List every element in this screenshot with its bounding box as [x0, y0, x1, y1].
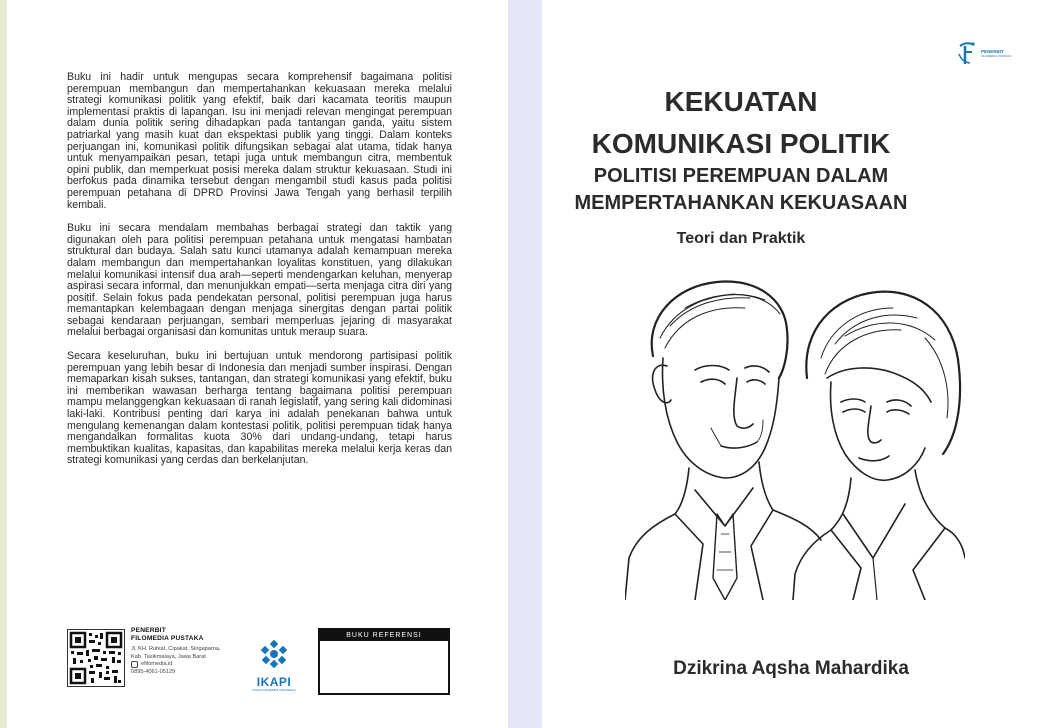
- subtitle-line2: MEMPERTAHANKAN KEKUASAAN: [574, 192, 908, 214]
- ikapi-subtitle: IKATAN PENERBIT INDONESIA: [252, 688, 296, 692]
- publisher-info: [131, 627, 256, 676]
- back-cover-blurb: [67, 72, 452, 479]
- reference-box-label: BUKU REFERENSI: [320, 630, 448, 641]
- ikapi-emblem-icon: [259, 640, 289, 668]
- reference-box: [318, 628, 450, 695]
- publisher-name: FILOMEDIA PUSTAKA: [131, 635, 204, 642]
- logo-line2: FILOMEDIA PUSTAKA: [981, 53, 1012, 58]
- title-line1: KEKUATAN: [664, 86, 818, 117]
- publisher-instagram: [131, 661, 256, 669]
- publisher-instagram-handle: efilomedia.id: [141, 661, 173, 668]
- publisher-address-line1: Jl. KH. Ruhiat, Cipakat, Singaparna,: [131, 646, 221, 652]
- publisher-logo: [956, 40, 1012, 66]
- left-edge-strip: [0, 0, 7, 728]
- man-portrait: [625, 281, 821, 600]
- subtitle-line1: POLITISI PEREMPUAN DALAM: [593, 165, 889, 187]
- book-spine: [508, 0, 542, 728]
- cover-tagline: Teori dan Praktik: [676, 230, 806, 247]
- ikapi-logo: [248, 640, 300, 692]
- title-line2: KOMUNIKASI POLITIK: [591, 128, 891, 159]
- logo-line1: PENERBIT: [981, 48, 1004, 54]
- portrait-illustration: [625, 278, 965, 600]
- woman-portrait: [793, 292, 965, 600]
- blurb-paragraph-3: Secara keseluruhan, buku ini bertujuan untuk mendorong partisipasi politik perempuan yang lebih besar di Indonesia dan menjadi sumber inspirasi. Dengan memaparkan kisah sukses, tantangan, dan strategi komunikasi yang efektif, buku ini memberikan wawasan berharga tentang bagaimana politisi perempuan mampu melanggengkan kekuasaan di ranah legislatif, yang sering kali didominasi laki-laki. Kontribusi penting dari karya ini adalah penekanan bahwa untuk mengulang kemenangan dalam kontestasi politik, politisi perempuan tidak hanya mengandalkan formalitas kuota 30% dari undang-undang, tetapi harus membuktikan kualitas, kapasitas, dan kapabilitas mereka melalui kerja keras dan strategi komunikasi yang cerdas dan berkelanjutan.: [67, 350, 452, 467]
- blurb-paragraph-1: Buku ini hadir untuk mengupas secara komprehensif bagaimana politisi perempuan membangun dan mempertahankan kekuasaan mereka melalui strategi komunikasi politik yang efektif, baik dari kacamata teoritis maupun implementasi praktis di lapangan. Isu ini menjadi relevan mengingat perempuan dalam dunia politik sering dihadapkan pada tantangan ganda, yaitu sistem patriarkal yang masih kuat dan ekspektasi publik yang tinggi. Dalam konteks perjuangan ini, komunikasi politik difungsikan sebagai alat utama, tidak hanya untuk menyampaikan pesan, tetapi juga untuk membangun citra, membentuk opini publik, dan memperkuat posisi mereka dalam struktur kekuasaan. Studi ini berfokus pada dinamika tersebut dengan mengambil studi kasus pada politisi perempuan petahana di DPRD Provinsi Jawa Tengah yang berhasil terpilih kembali.: [67, 71, 452, 211]
- publisher-label: PENERBIT: [131, 627, 166, 634]
- blurb-paragraph-2: Buku ini secara mendalam membahas berbagai strategi dan taktik yang digunakan oleh para politisi perempuan petahana untuk mengatasi hambatan struktural dan budaya. Salah satu kunci utamanya adalah kemampuan mereka dalam membangun dan mempertahankan loyalitas konstituen, yang dilakukan melalui komunikasi intensif dua arah—seperti mendengarkan keluhan, menyerap aspirasi secara informal, dan menunjukkan empati—serta menjaga citra diri yang positif. Selain fokus pada pendekatan personal, politisi perempuan juga harus memantapkan kelembagaan dengan menjaga sinergitas dengan partai politik sebagai kendaraan perjuangan, sembari memperluas jejaring di masyarakat melalui berbagai organisasi dan komunitas untuk meraup suara.: [67, 222, 452, 339]
- publisher-address-line2: Kab. Tasikmalaya, Jawa Barat: [131, 653, 206, 660]
- publisher-phone: 0895-4061-05129: [131, 668, 176, 675]
- ikapi-name: IKAPI: [256, 675, 292, 689]
- instagram-icon: [131, 661, 138, 668]
- qr-code-icon: [67, 629, 125, 687]
- filomedia-logo-icon: [956, 40, 978, 66]
- author-name: Dzikrina Aqsha Mahardika: [673, 658, 909, 679]
